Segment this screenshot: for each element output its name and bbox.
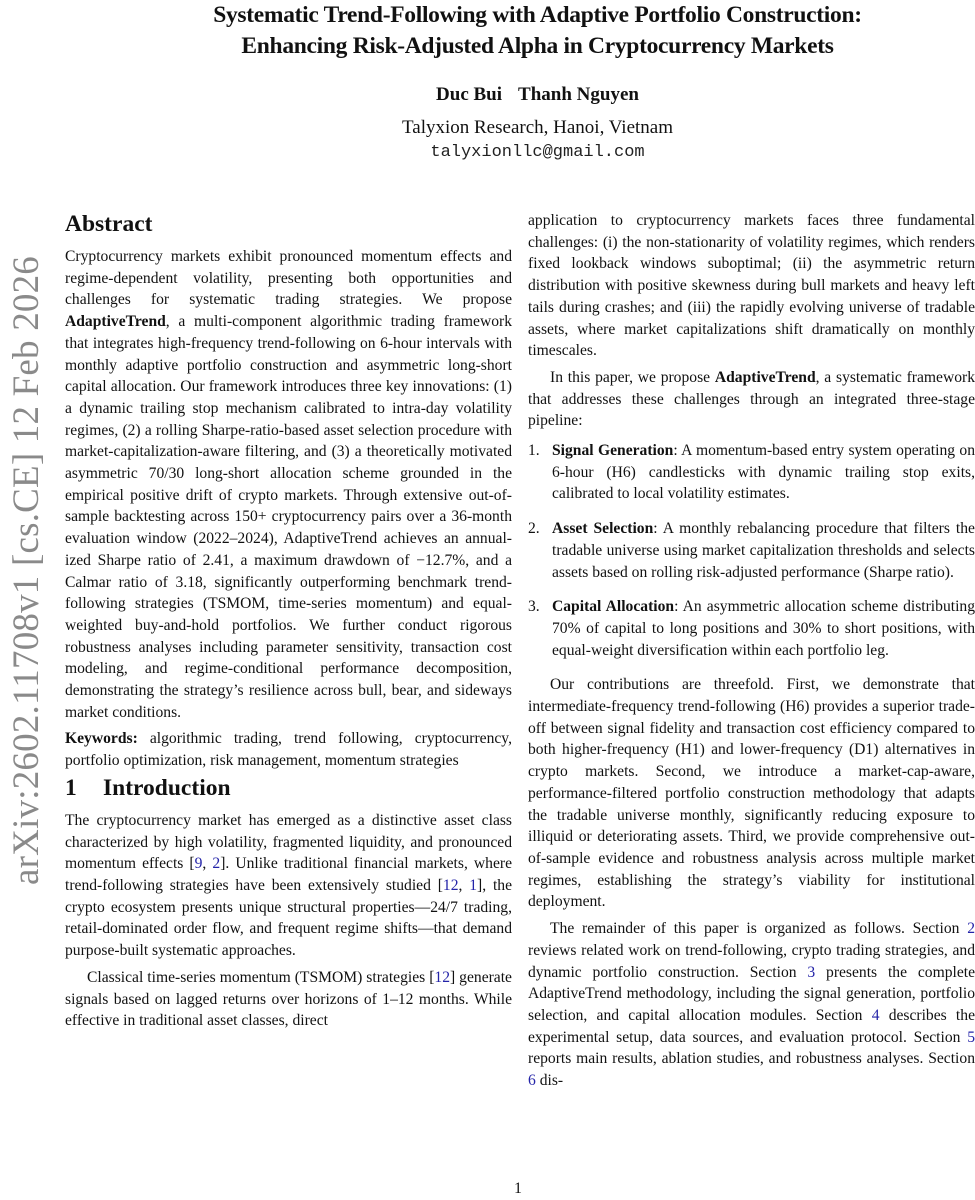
text: ], the crypto ecosystem presents unique structural properties—24/7 trading, retail-dominated order flow, and frequent regime shifts—that demand purpose-built systematic approaches. (65, 876, 513, 960)
item-label: Signal Generation (552, 442, 674, 460)
pipeline-item (528, 518, 975, 583)
item-text: : A monthly rebalancing procedure that filters the tradable universe using market capitalization thresholds and selects assets based on rolling risk-adjusted performance (Sharpe ratio). (552, 520, 975, 581)
introduction-heading (65, 772, 512, 804)
keywords-list: algorithmic trading, trend following, cryptocurrency, portfolio optimization, risk management, momentum strategies (65, 730, 512, 770)
intro-paragraph-2 (65, 967, 512, 1032)
arxiv-stamp: arXiv:2602.11708v1 [cs.CE] 12 Feb 2026 (6, 256, 47, 885)
abstract-text-part: , a multi-component algorithmic trading framework that integrates high-frequency trend-following on 6-hour intervals with monthly adaptive portfolio construction and asymmetric long-short capital allocation. Our framework introduces three key innovations: (1) a dynamic trailing stop mechanism calibrated to intra-day volatility regimes, (2) a rolling Sharpe-ratio-based asset selection procedure with market-capitalization-aware filtering, and (3) a theoretically motivated asymmetric 70/30 long-short allocation scheme grounded in the empirical positive drift of crypto markets. Through extensive out-of-sample backtesting across 150+ cryptocurrency pairs over a 36-month evaluation window (2022–2024), AdaptiveTrend achieves an annualized Sharpe ratio of 2.41, a maximum drawdown of −12.7%, and a Calmar ratio of 3.18, significantly outperforming benchmark trend-following strategies (TSMOM, time-series momentum) and equal-weighted buy-and-hold portfolios. We further conduct rigorous robustness analyses including parameter sensitivity, transaction cost modeling, and regime-conditional performance decomposition, demonstrating the strategy’s resilience across bull, bear, and sideways market conditions. (65, 313, 512, 721)
text: presents the complete AdaptiveTrend methodology, including the signal generation, portfolio selection, and capital allocation modules. Section (528, 963, 975, 1024)
title-line-1: Systematic Trend-Following with Adaptive Portfolio Construction: (213, 2, 862, 28)
text: The cryptocurrency market has emerged as a distinctive asset class characterized by high volatility, fragmented liquidity, and pronounced momentum effects [ (65, 811, 512, 873)
abstract-text-part: Cryptocurrency markets exhibit pronounced momentum effects and regime-dependent volatility, presenting both opportunities and challenges for systematic trading strategies. We propose (65, 248, 512, 309)
citation-link[interactable]: 12 (442, 876, 459, 894)
text: ] generate signals based on lagged returns over horizons of 1–12 months. While effective in traditional asset classes, direct (65, 968, 512, 1030)
keywords-label: Keywords: (65, 730, 138, 748)
item-label: Capital Allocation (552, 598, 675, 616)
citation-link[interactable]: 1 (469, 876, 478, 894)
item-label: Asset Selection (552, 520, 654, 538)
text: ]. Unlike traditional financial markets, where trend-following strategies have been extensively studied [ (65, 855, 513, 894)
item-text: : A momentum-based entry system operating on 6-hour (H6) candlesticks with dynamic trailing stop exits, calibrated to local volatility estimates. (552, 442, 975, 503)
pipeline-item (528, 596, 975, 661)
affiliation: Talyxion Research, Hanoi, Vietnam (401, 117, 674, 138)
keywords (65, 728, 512, 771)
section-number: 1 (65, 774, 77, 801)
section-link[interactable]: 5 (967, 1028, 975, 1046)
pipeline-item (528, 440, 975, 505)
author-list (100, 83, 975, 107)
text: , (202, 855, 213, 873)
intro-paragraph-4: Our contributions are threefold. First, we demonstrate that intermediate-frequency trend-following (H6) provides a superior trade-off between signal fidelity and transaction cost efficiency compared to both higher-frequency (H1) and lower-frequency (D1) alternatives in crypto markets. Second, we introduce a market-cap-aware, performance-filtered portfolio construction methodology that adapts the tradable universe monthly, significantly reducing exposure to illiquid or deteriorating assets. Third, we provide comprehensive out-of-sample evidence and robustness analysis across multiple market regimes, establishing the strategy’s viability for institutional deployment. (528, 676, 975, 911)
title-line-2: Enhancing Risk-Adjusted Alpha in Cryptocurrency Markets (241, 33, 834, 59)
citation-link[interactable]: 12 (434, 968, 450, 986)
text: dis- (535, 1072, 564, 1090)
framework-name: AdaptiveTrend (714, 368, 816, 386)
text: describes the experimental setup, data sources, and evaluation protocol. Section (528, 1006, 975, 1046)
item-number: 3. (528, 598, 540, 616)
text: In this paper, we propose (550, 368, 715, 386)
intro-paragraph-3 (528, 367, 975, 432)
author-1: Duc Bui (436, 84, 503, 105)
framework-name: AdaptiveTrend (65, 313, 166, 331)
page-number: 1 (514, 1180, 522, 1197)
right-column (528, 210, 975, 1092)
author-2: Thanh Nguyen (518, 84, 639, 105)
citation-link[interactable]: 9 (194, 855, 203, 873)
intro-paragraph-5 (528, 918, 975, 1092)
text: reports main results, ablation studies, and robustness analyses. Section (528, 1050, 975, 1068)
text: , (458, 876, 470, 894)
author-email[interactable]: talyxionllc@gmail.com (430, 143, 645, 162)
text: Classical time-series momentum (TSMOM) strategies [ (87, 968, 435, 986)
abstract-text (65, 246, 512, 723)
pipeline-list (528, 440, 975, 661)
item-number: 1. (528, 442, 540, 460)
item-number: 2. (528, 520, 540, 538)
intro-paragraph-1 (65, 810, 512, 962)
section-link[interactable]: 4 (871, 1006, 880, 1024)
section-link[interactable]: 3 (807, 963, 816, 981)
text: reviews related work on trend-following, crypto trading strategies, and dynamic portfolio construction. Section (528, 941, 975, 981)
paper-title (100, 0, 975, 62)
text: , a systematic framework that addresses these challenges through an integrated three-stage pipeline: (528, 368, 975, 430)
intro-paragraph-2-continued: application to cryptocurrency markets faces three fundamental challenges: (i) the non-stationarity of volatility regimes, which renders fixed lookback windows suboptimal; (ii) the asymmetric return distribution with positive skewness during bull markets and heavy left tails during crashes; and (iii) the rapidly evolving universe of tradable assets, where market capitalizations shift dramatically on monthly timescales. (528, 212, 975, 360)
section-title: Introduction (103, 774, 231, 801)
item-text: : An asymmetric allocation scheme distributing 70% of capital to long positions and 30% to short positions, with equal-weight diversification within each portfolio leg. (552, 598, 975, 659)
citation-link[interactable]: 2 (212, 855, 221, 873)
left-column (65, 208, 512, 1032)
section-link[interactable]: 6 (528, 1072, 536, 1090)
text: The remainder of this paper is organized as follows. Section (550, 920, 968, 938)
abstract-heading: Abstract (65, 211, 153, 237)
section-link[interactable]: 2 (967, 920, 975, 938)
